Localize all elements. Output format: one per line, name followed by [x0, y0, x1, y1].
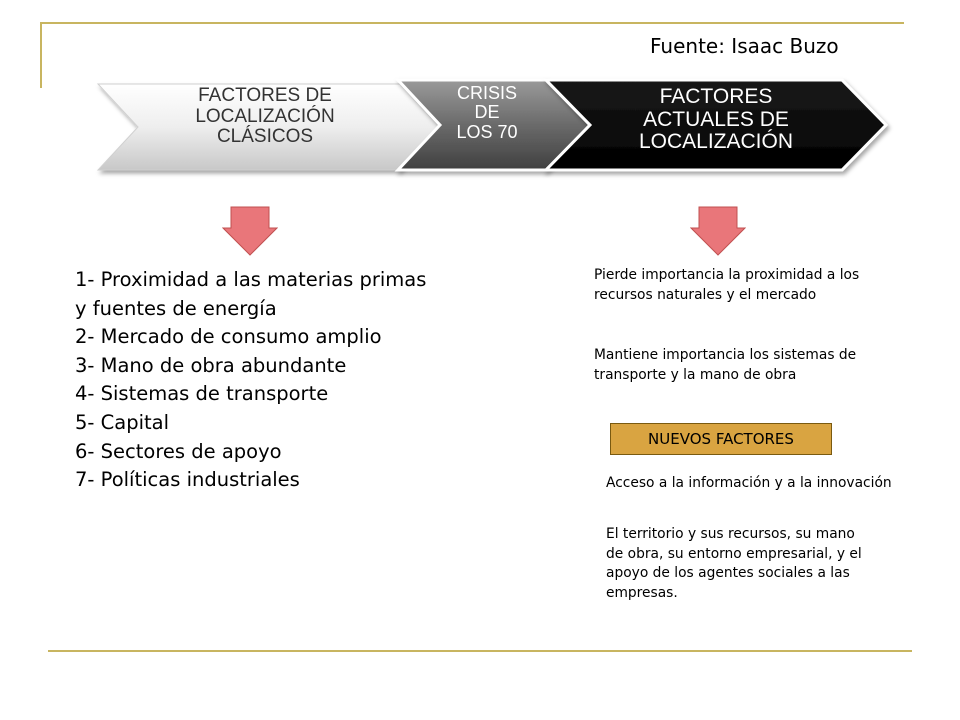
list-item: 7- Políticas industriales: [75, 468, 300, 492]
chevron-current-label: FACTORES ACTUALES DE LOCALIZACIÓN: [638, 85, 794, 154]
list-item: 3- Mano de obra abundante: [75, 353, 347, 377]
current-text-2: Mantiene importancia los sistemas de transporte y la mano de obra: [594, 347, 857, 383]
classic-factors-list: [75, 266, 505, 495]
list-item: 5- Capital: [75, 410, 170, 434]
list-item: 2- Mercado de consumo amplio: [75, 325, 382, 349]
source-text: Fuente: Isaac Buzo: [650, 34, 839, 58]
down-arrow-icon: [222, 206, 278, 256]
current-text-4: El territorio y sus recursos, su mano de obra, su entorno empresarial, y el apoyo de los agentes sociales a las empresas.: [606, 526, 862, 601]
list-item: 1- Proximidad a las materias primas: [75, 268, 427, 291]
list-item: 6- Sectores de apoyo: [75, 439, 282, 463]
list-item: 4- Sistemas de transporte: [75, 382, 329, 406]
chevron-crisis-label: CRISIS DE LOS 70: [456, 83, 518, 142]
new-factors-box: NUEVOS FACTORES: [610, 423, 832, 455]
current-text-3: Acceso a la información y a la innovación: [606, 475, 892, 491]
current-text-1: Pierde importancia la proximidad a los recursos naturales y el mercado: [594, 267, 860, 303]
chevron-classic-label: FACTORES DE LOCALIZACIÓN CLÁSICOS: [195, 85, 335, 148]
down-arrow-icon: [690, 206, 746, 256]
list-item: y fuentes de energía: [75, 296, 277, 320]
